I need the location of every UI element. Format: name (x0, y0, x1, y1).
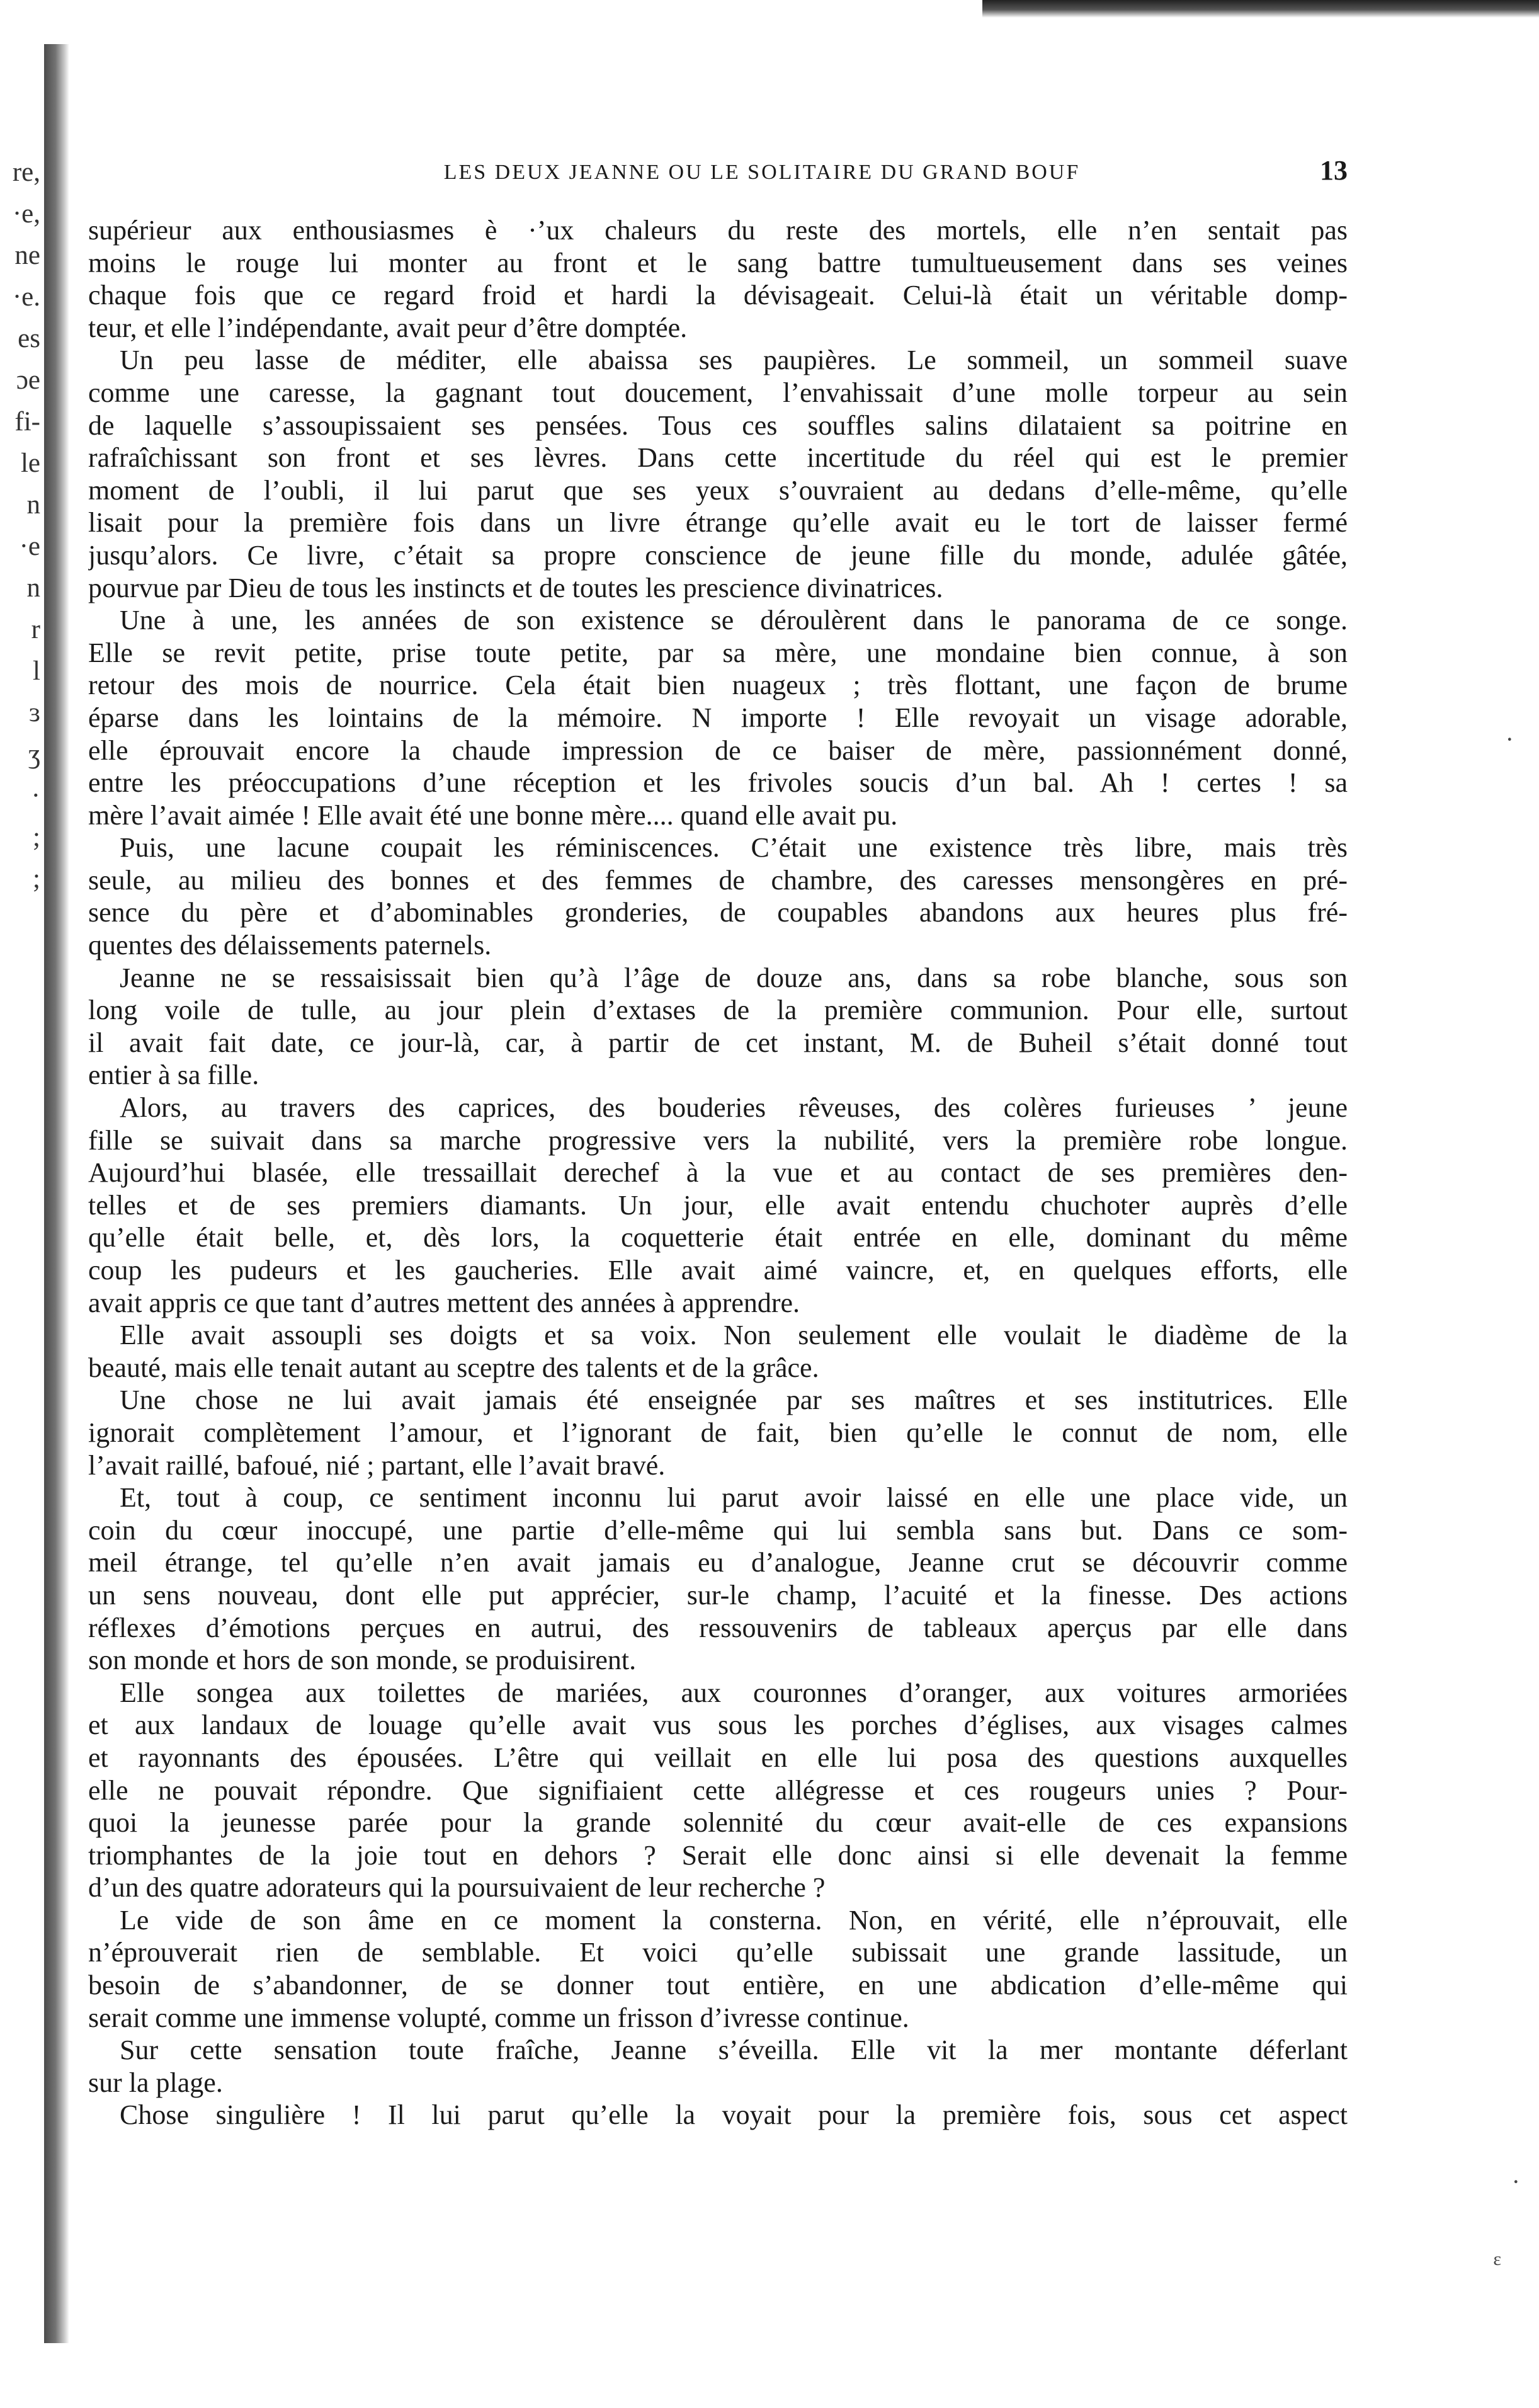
text-line: seule, au milieu des bonnes et des femmes de chambre, des caresses mensongères en pré- (88, 864, 1348, 896)
text-line: chaque fois que ce regard froid et hardi la dévisageait. Celui-là était un véritable domp- (88, 280, 1348, 311)
text-line: Jeanne ne se ressaisissait bien qu’à l’âge de douze ans, dans sa robe blanche, sous son (120, 962, 1348, 993)
bleed-fragment: ɔe (16, 365, 40, 395)
text-line: il avait fait date, ce jour-là, car, à partir de cet instant, M. de Buheil s’était donné tout (88, 1027, 1348, 1058)
text-line: réflexes d’émotions perçues en autrui, des ressouvenirs de tableaux aperçus par elle dans (88, 1612, 1348, 1643)
body-text (88, 214, 1348, 2131)
text-line: moins le rouge lui monter au front et le sang battre tumultueusement dans ses veines (88, 247, 1348, 278)
edge-mark: · (1511, 2167, 1520, 2196)
bleed-fragment: n (26, 573, 40, 603)
text-line: rafraîchissant son front et ses lèvres. Dans cette incertitude du réel qui est le premier (88, 442, 1348, 474)
text-line: Le vide de son âme en ce moment la consterna. Non, en vérité, elle n’éprouvait, elle (120, 1904, 1348, 1936)
text-line: son monde et hors de son monde, se produisirent. (88, 1645, 637, 1676)
text-line: serait comme une immense volupté, comme un frisson d’ivresse continue. (88, 2002, 909, 2033)
text-line: avait appris ce que tant d’autres mettent des années à apprendre. (88, 1287, 800, 1318)
bleed-fragment: ·e. (12, 282, 40, 312)
text-line: Une à une, les années de son existence se déroulèrent dans le panorama de ce songe. (120, 605, 1348, 636)
text-line: n’éprouverait rien de semblable. Et voici qu’elle subissait une grande lassitude, un (88, 1937, 1348, 1968)
text-line: Une chose ne lui avait jamais été enseignée par ses maîtres et ses institutrices. Elle (120, 1384, 1348, 1416)
text-line: et rayonnants des épousées. L’être qui veillait en elle lui posa des questions auxquelles (88, 1742, 1348, 1773)
text-line: retour des mois de nourrice. Cela était bien nuageux ; très flottant, une façon de brume (88, 670, 1348, 701)
text-line: entre les préoccupations d’une réception et les frivoles soucis d’un bal. Ah ! certes ! sa (88, 767, 1348, 799)
text-line: Elle se revit petite, prise toute petite, par sa mère, une mondaine bien connue, à son (88, 637, 1348, 668)
text-line: entier à sa fille. (88, 1059, 259, 1091)
text-line: triomphantes de la joie tout en dehors ? Serait elle donc ainsi si elle devenait la femme (88, 1839, 1348, 1871)
text-line: fille se suivait dans sa marche progressive vers la nubilité, vers la première robe longue. (88, 1124, 1348, 1156)
text-line: Puis, une lacune coupait les réminiscences. C’était une existence très libre, mais très (120, 832, 1348, 864)
bleed-fragment: fi- (14, 407, 40, 437)
bleed-fragment: ʒ (28, 739, 40, 769)
text-line: coup les pudeurs et les gaucheries. Elle avait aimé vaincre, et, en quelques efforts, elle (88, 1255, 1348, 1286)
text-line: Chose singulière ! Il lui parut qu’elle la voyait pour la première fois, sous cet aspect (120, 2099, 1348, 2131)
text-line: Alors, au travers des caprices, des bouderies rêveuses, des colères furieuses ’ jeune (120, 1092, 1348, 1124)
scan-artifact-top (982, 0, 1539, 18)
text-line: Elle avait assoupli ses doigts et sa voix. Non seulement elle voulait le diadème de la (120, 1320, 1348, 1351)
text-line: moment de l’oubli, il lui parut que ses yeux s’ouvraient au dedans d’elle-même, qu’elle (88, 474, 1348, 506)
text-line: de laquelle s’assoupissaient ses pensées. Tous ces souffles salins dilataient sa poitrine en (88, 409, 1348, 441)
text-line: pourvue par Dieu de tous les instincts et de toutes les prescience divinatrices. (88, 572, 943, 603)
text-line: Aujourd’hui blasée, elle tressaillait derechef à la vue et au contact de ses premières den- (88, 1157, 1348, 1189)
text-line: coin du cœur inoccupé, une partie d’elle-même qui lui sembla sans but. Dans ce som- (88, 1514, 1348, 1546)
text-line: mère l’avait aimée ! Elle avait été une bonne mère.... quand elle avait pu. (88, 799, 898, 831)
bleed-fragment: ·e (19, 532, 40, 561)
text-line: supérieur aux enthousiasmes è ·’ux chaleurs du reste des mortels, elle n’en sentait pas (88, 215, 1348, 246)
bleed-fragment: ; (33, 823, 40, 852)
text-line: besoin de s’abandonner, de se donner tout entière, en une abdication d’elle-même qui (88, 1970, 1348, 2001)
text-line: ignorait complètement l’amour, et l’ignorant de fait, bien qu’elle le connut de nom, elle (88, 1417, 1348, 1448)
bleed-fragment: ; (33, 864, 40, 894)
text-line: qu’elle était belle, et, dès lors, la coquetterie était entrée en elle, dominant du même (88, 1222, 1348, 1253)
page-number: 13 (1320, 155, 1348, 186)
text-line: beauté, mais elle tenait autant au sceptre des talents et de la grâce. (88, 1352, 819, 1383)
bleed-fragment: es (18, 324, 40, 353)
text-line: Elle songea aux toilettes de mariées, aux couronnes d’oranger, aux voitures armoriées (120, 1677, 1348, 1708)
text-line: Sur cette sensation toute fraîche, Jeanne s’éveilla. Elle vit la mer montante déferlant (120, 2034, 1348, 2066)
text-line: sence du père et d’abominables gronderies, de coupables abandons aux heures plus fré- (88, 897, 1348, 928)
running-head (88, 154, 1348, 192)
bleed-fragment: ne (14, 241, 40, 270)
bleed-fragment: n (26, 490, 40, 520)
text-line: elle ne pouvait répondre. Que signifiaient cette allégresse et ces rougeurs unies ? Pour- (88, 1774, 1348, 1806)
bleed-fragment: l (33, 656, 40, 686)
bleed-fragment: re, (12, 157, 40, 187)
previous-page-bleed-through (0, 157, 44, 906)
edge-mark: ɛ (1493, 2249, 1501, 2269)
binding-shadow (44, 44, 69, 2343)
text-line: meil étrange, tel qu’elle n’en avait jamais eu d’analogue, Jeanne crut se découvrir comme (88, 1547, 1348, 1578)
bleed-fragment: · (31, 781, 40, 811)
text-line: d’un des quatre adorateurs qui la poursuivaient de leur recherche ? (88, 1872, 826, 1903)
text-line: teur, et elle l’indépendante, avait peur d’être domptée. (88, 312, 688, 343)
text-line: et aux landaux de louage qu’elle avait vus sous les porches d’églises, aux visages calmes (88, 1709, 1348, 1741)
bleed-fragment: ɜ (28, 698, 40, 728)
edge-mark: · (1505, 725, 1514, 753)
text-line: lisait pour la première fois dans un livre étrange qu’elle avait eu le tort de laisser fermé (88, 507, 1348, 539)
text-line: un sens nouveau, dont elle put apprécier, sur-le champ, l’acuité et la finesse. Des actions (88, 1579, 1348, 1611)
text-line: quentes des délaissements paternels. (88, 930, 492, 961)
text-line: jusqu’alors. Ce livre, c’était sa propre conscience de jeune fille du monde, adulée gâtée, (88, 539, 1348, 571)
text-line: éparse dans les lointains de la mémoire. N importe ! Elle revoyait un visage adorable, (88, 702, 1348, 733)
text-line: l’avait raillé, bafoué, nié ; partant, elle l’avait bravé. (88, 1449, 666, 1481)
bleed-fragment: ·e, (12, 199, 40, 229)
text-line: telles et de ses premiers diamants. Un jour, elle avait entendu chuchoter auprès d’elle (88, 1189, 1348, 1221)
text-line: sur la plage. (88, 2067, 223, 2098)
text-line: Et, tout à coup, ce sentiment inconnu lui parut avoir laissé en elle une place vide, un (120, 1482, 1348, 1514)
text-line: quoi la jeunesse parée pour la grande solennité du cœur avait-elle de ces expansions (88, 1807, 1348, 1839)
running-title: LES DEUX JEANNE OU LE SOLITAIRE DU GRAND BOUF (443, 161, 1081, 184)
bleed-fragment: le (20, 448, 40, 478)
text-line: Un peu lasse de méditer, elle abaissa ses paupières. Le sommeil, un sommeil suave (120, 345, 1348, 376)
text-line: comme une caresse, la gagnant tout doucement, l’envahissait d’une molle torpeur au sein (88, 377, 1348, 408)
text-line: elle éprouvait encore la chaude impression de ce baiser de mère, passionnément donné, (88, 734, 1348, 766)
text-line: long voile de tulle, au jour plein d’extases de la première communion. Pour elle, surtout (88, 995, 1348, 1026)
bleed-fragment: r (31, 615, 40, 644)
